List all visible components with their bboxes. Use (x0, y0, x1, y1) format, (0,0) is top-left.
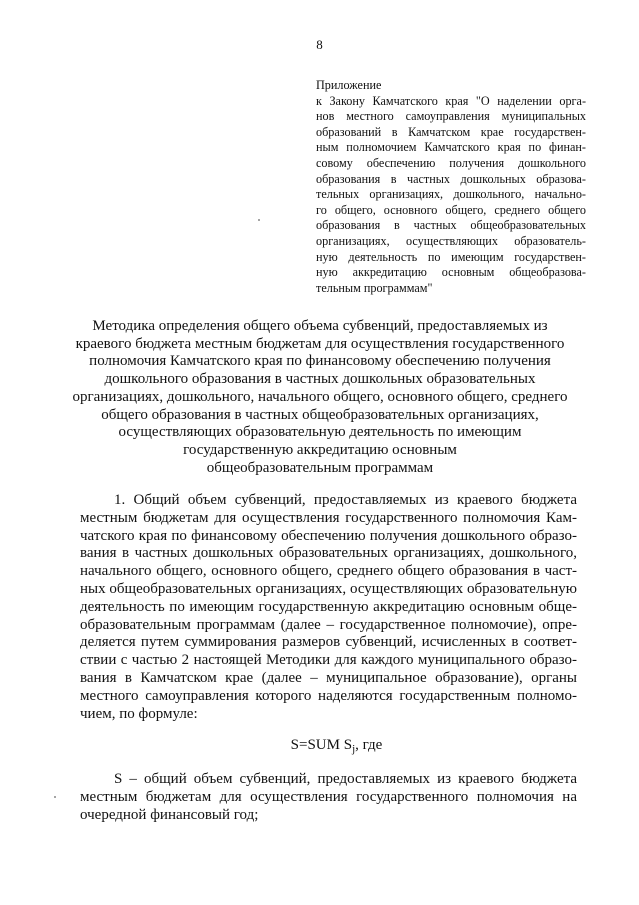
appendix-line: го общего, основного общего, среднего общего (316, 202, 586, 217)
title-line: общего образования в частных общеобразовательных организациях, (101, 406, 539, 423)
title-line: общеобразовательным программам (206, 459, 434, 476)
appendix-line: ным полномочием Камчатского края по финан- (316, 140, 586, 155)
paragraph-line: ных общеобразовательных организациях, осуществляющих образовательную (80, 580, 577, 597)
paragraph-line: местным бюджетам для осуществления государственного полномочия Кам- (80, 509, 577, 526)
appendix-line: образований в Камчатском крае государствен- (316, 124, 586, 139)
appendix-line: к Закону Камчатского края "О наделении орга- (316, 93, 586, 108)
scan-speck (258, 219, 260, 221)
title-line: государственную аккредитацию основным (183, 441, 457, 458)
paragraph-line: вания в частных дошкольных образовательных организациях, дошкольного, (80, 545, 577, 562)
title-line: полномочия Камчатского края по финансовому обеспечению получения (89, 353, 551, 370)
paragraph-line: чием, по формуле: (80, 705, 198, 722)
document-title (60, 318, 580, 477)
title-line: осуществляющих образовательную деятельность по имеющим (118, 424, 522, 441)
formula-subscript: j (352, 743, 356, 755)
appendix-line: совому обеспечению получения дошкольного (316, 155, 586, 170)
paragraph-line: местного самоуправления которого наделяются государственным полномо- (80, 687, 577, 704)
title-line: дошкольного образования в частных дошкольных образовательных (104, 371, 536, 388)
appendix-line: тельных организациях, дошкольного, начально- (316, 187, 586, 202)
paragraph-line: вания в Камчатском крае (далее – муниципальное образование), органы (80, 669, 577, 686)
paragraph-1 (80, 492, 577, 723)
appendix-line: тельным программам" (316, 280, 433, 295)
appendix-line: образования в частных дошкольных образова- (316, 171, 586, 186)
definition-s (80, 771, 577, 824)
definition-line: очередной финансовый год; (80, 806, 259, 823)
definition-line: S – общий объем субвенций, предоставляемых из краевого бюджета (114, 771, 577, 787)
paragraph-line: образовательным программам (далее – государственное полномочие), опре- (80, 616, 577, 633)
appendix-line: Приложение (316, 78, 382, 92)
paragraph-line: 1. Общий объем субвенций, предоставляемых из краевого бюджета (114, 492, 577, 508)
appendix-line: организациях, осуществляющих образователь- (316, 233, 586, 248)
paragraph-line: чатского края по финансовому обеспечению получения дошкольного образо- (80, 527, 577, 544)
appendix-line: нов местного самоуправления муниципальных (316, 109, 586, 124)
paragraph-line: деятельность по имеющим государственную аккредитацию основным обще- (80, 598, 577, 615)
paragraph-line: начального общего, основного общего, среднего общего образования в част- (80, 563, 577, 580)
title-line: организациях, дошкольного, начального общего, основного общего, среднего (72, 388, 568, 405)
title-line: Методика определения общего объема субвенций, предоставляемых из (92, 318, 548, 334)
appendix-block (316, 78, 586, 296)
appendix-line: ную деятельность по имеющим государствен- (316, 249, 586, 264)
formula-suffix: , где (355, 737, 383, 753)
title-line: краевого бюджета местным бюджетам для осуществления государственного (75, 335, 565, 352)
definition-line: местным бюджетам для осуществления государственного полномочия на (80, 788, 577, 805)
formula-main: S=SUM S (290, 737, 353, 753)
paragraph-line: ствии с частью 2 настоящей Методики для каждого муниципального образо- (80, 652, 577, 669)
page-number: 8 (316, 37, 323, 52)
appendix-line: образования в частных общеобразовательных (316, 218, 586, 233)
formula (0, 737, 639, 755)
scan-speck (54, 796, 56, 798)
paragraph-line: деляется путем суммирования размеров субвенций, исчисленных в соответ- (80, 634, 577, 651)
appendix-line: ную аккредитацию основным общеобразова- (316, 265, 586, 280)
